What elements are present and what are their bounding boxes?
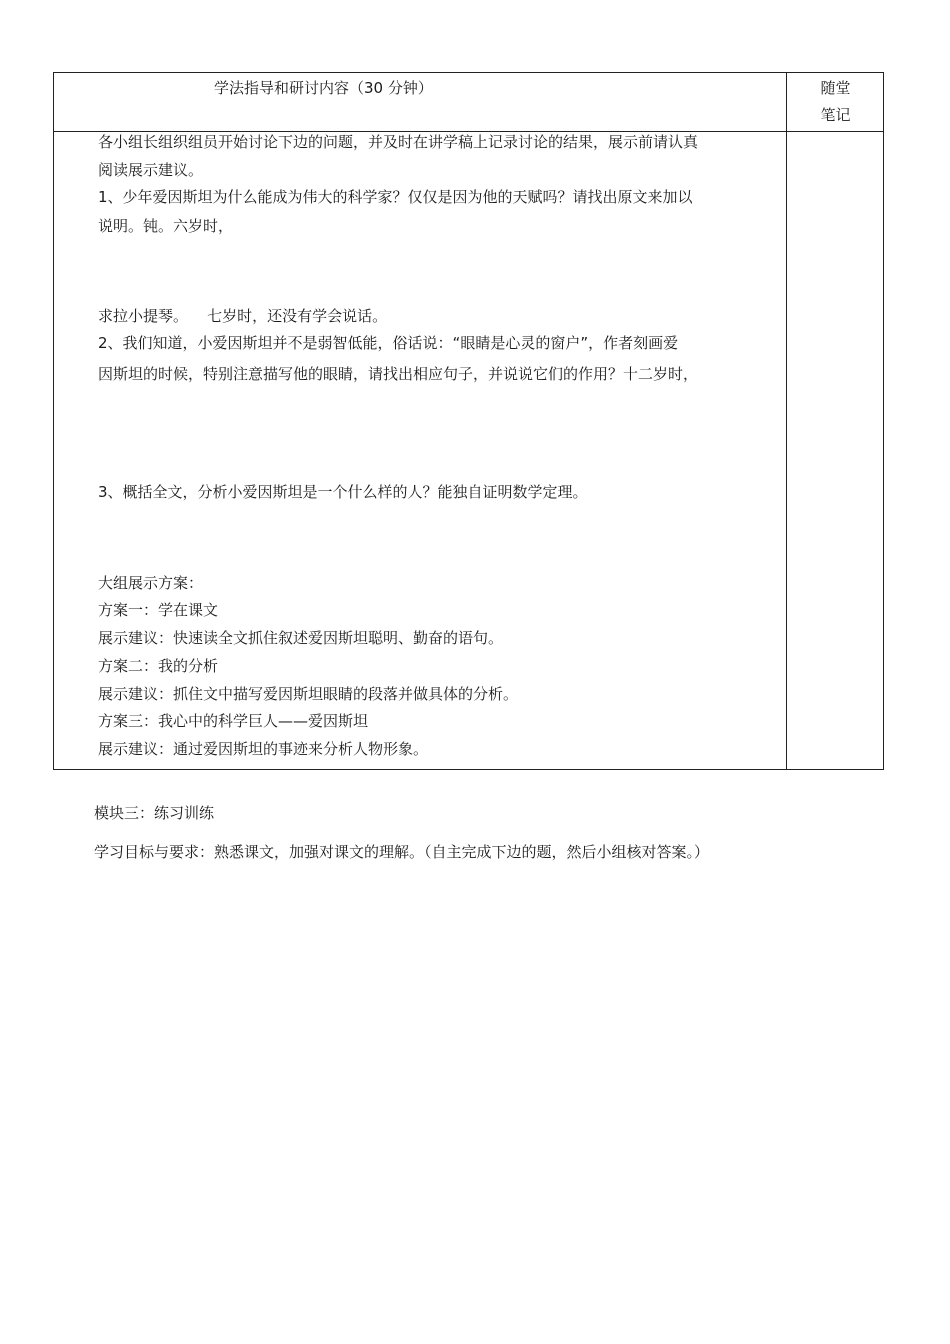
plan-3: 方案三：我心中的科学巨人——爱因斯坦: [98, 712, 369, 730]
plan-title: 大组展示方案：: [98, 574, 204, 592]
question-1-line-2: 说明。钝。六岁时，: [98, 217, 234, 235]
intro-line-1: 各小组长组织组员开始讨论下边的问题，并及时在讲学稿上记录讨论的结果，展示前请认真: [98, 133, 699, 151]
table-header-title: 学法指导和研讨内容（30 分钟）: [214, 79, 433, 97]
question-1-line-1: 1、少年爱因斯坦为什么能成为伟大的科学家？仅仅是因为他的天赋吗？请找出原文来加以: [98, 188, 693, 206]
column-divider: [786, 73, 787, 769]
question-1-line-3: 求拉小提琴。 七岁时，还没有学会说话。: [98, 307, 388, 325]
notes-column-header: [787, 75, 884, 129]
question-2-line-1: 2、我们知道，小爱因斯坦并不是弱智低能，俗话说：“眼睛是心灵的窗户”，作者刻画爱: [98, 334, 679, 352]
suggestion-3: 展示建议：通过爱因斯坦的事迹来分析人物形象。: [98, 740, 429, 758]
intro-line-2: 阅读展示建议。: [98, 161, 204, 179]
plan-2: 方案二：我的分析: [98, 657, 219, 675]
module-3-title: 模块三：练习训练: [94, 804, 215, 822]
question-2-line-2: 因斯坦的时候，特别注意描写他的眼睛，请找出相应句子，并说说它们的作用？十二岁时，: [98, 365, 699, 383]
study-table: [53, 72, 884, 770]
module-3-goal: 学习目标与要求：熟悉课文，加强对课文的理解。（自主完成下边的题，然后小组核对答案。）: [94, 843, 710, 861]
notes-header-line2: 笔记: [820, 106, 851, 124]
plan-1: 方案一：学在课文: [98, 601, 219, 619]
suggestion-2: 展示建议：抓住文中描写爱因斯坦眼睛的段落并做具体的分析。: [98, 685, 519, 703]
notes-header-line1: 随堂: [820, 79, 851, 97]
question-3-line-1: 3、概括全文，分析小爱因斯坦是一个什么样的人？能独自证明数学定理。: [98, 483, 588, 501]
suggestion-1: 展示建议：快速读全文抓住叙述爱因斯坦聪明、勤奋的语句。: [98, 629, 504, 647]
